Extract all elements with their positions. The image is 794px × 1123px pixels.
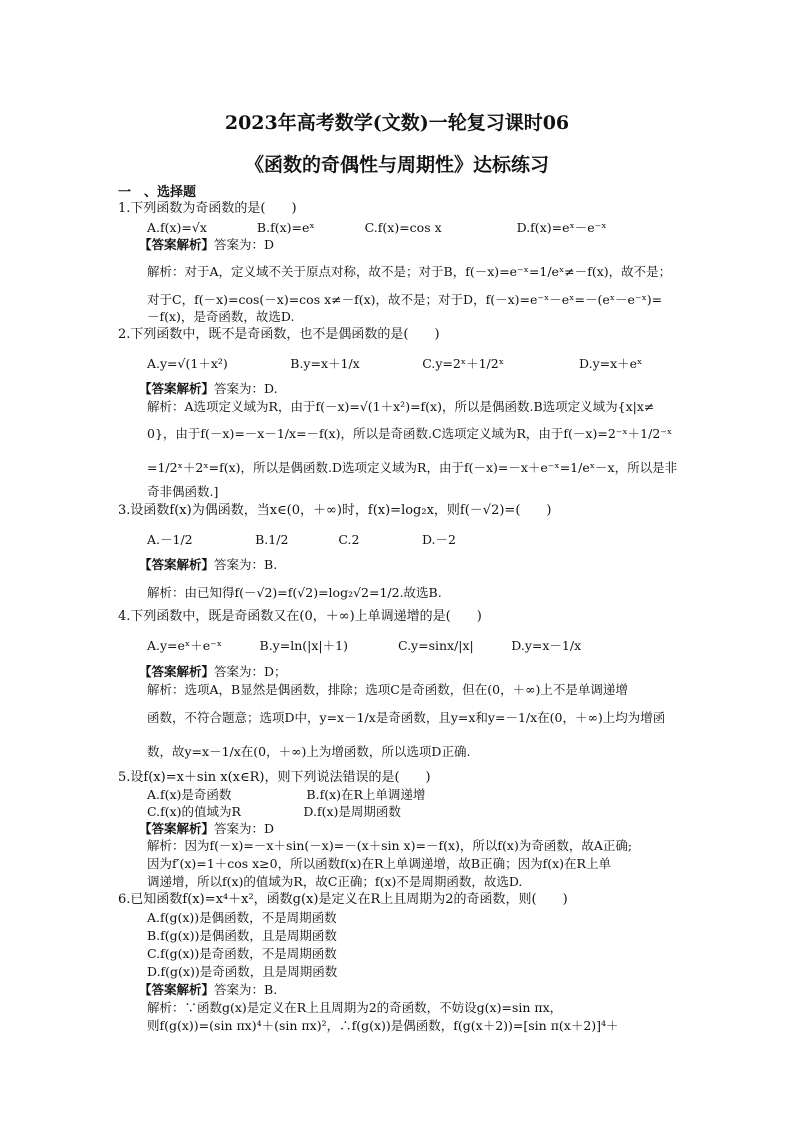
text-line: A.f(x)是奇函数 B.f(x)在R上单调递增 [147, 787, 426, 802]
text-line: 数，故y=x－1/x在(0，＋∞)上为增函数，所以选项D正确. [147, 744, 471, 759]
document-title: 2023年高考数学(文数)一轮复习课时06 [224, 112, 570, 134]
text-line: C.f(x)的值域为R D.f(x)是周期函数 [147, 804, 401, 819]
answer-line [139, 237, 274, 253]
answer-tag: 【答案解析】 [139, 664, 215, 679]
text-line: D.f(g(x))是奇函数，且是周期函数 [147, 964, 338, 979]
text-line: A.f(g(x))是偶函数，不是周期函数 [147, 910, 337, 925]
question-line: 3.设函数f(x)为偶函数，当x∈(0，＋∞)时，f(x)=log₂x，则f(－√2)=( ) [118, 503, 552, 518]
text-line: 解析：由已知得f(－√2)=f(√2)=log₂√2=1/2.故选B. [147, 585, 442, 600]
answer-text: 答案为：B. [214, 982, 278, 997]
question-line: 6.已知函数f(x)=x⁴＋x²，函数g(x)是定义在R上且周期为2的奇函数，则( ) [118, 892, 568, 907]
answer-text: 答案为：D [214, 821, 275, 836]
question-line: 2.下列函数中，既不是奇函数，也不是偶函数的是( ) [118, 327, 440, 342]
answer-tag: 【答案解析】 [139, 237, 215, 252]
answer-text: 答案为：D. [214, 381, 278, 396]
answer-text: 答案为：D； [214, 664, 287, 679]
answer-text: 答案为：B. [214, 557, 278, 572]
answer-tag: 【答案解析】 [139, 821, 215, 836]
text-line: 解析：A选项定义域为R，由于f(－x)=√(1＋x²)=f(x)，所以是偶函数.B选项定义域为{x|x≠ [147, 399, 655, 414]
question-line: 4.下列函数中，既是奇函数又在(0，＋∞)上单调递增的是( ) [118, 609, 482, 624]
answer-line [139, 557, 277, 573]
question-line: 5.设f(x)=x＋sin x(x∈R)，则下列说法错误的是( ) [118, 770, 431, 785]
text-line: A.y=√(1＋x²) B.y=x＋1/x C.y=2ˣ＋1/2ˣ D.y=x＋eˣ [147, 356, 643, 371]
answer-line [139, 381, 278, 397]
text-line: 对于C，f(－x)=cos(－x)=cos x≠－f(x)，故不是；对于D，f(－x)=e⁻ˣ－eˣ=－(eˣ－e⁻ˣ)= [147, 292, 663, 307]
answer-tag: 【答案解析】 [139, 982, 215, 997]
question-line: 1.下列函数为奇函数的是( ) [118, 201, 297, 216]
document-subtitle: 《函数的奇偶性与周期性》达标练习 [244, 154, 549, 176]
text-line: A.－1/2 B.1/2 C.2 D.－2 [147, 532, 456, 547]
answer-line [139, 821, 274, 837]
text-line: 函数，不符合题意；选项D中，y=x－1/x是奇函数，且y=x和y=－1/x在(0，＋∞)上均为增函 [147, 710, 666, 725]
text-line: 解析：选项A，B显然是偶函数，排除；选项C是奇函数，但在(0，＋∞)上不是单调递增 [147, 682, 628, 697]
text-line: 0}，由于f(－x)=－x－1/x=－f(x)，所以是奇函数.C选项定义域为R，由于f(－x)=2⁻ˣ＋1/2⁻ˣ [147, 426, 673, 441]
answer-tag: 【答案解析】 [139, 557, 215, 572]
text-line: B.f(g(x))是偶函数，且是周期函数 [147, 928, 337, 943]
text-line: 调递增，所以f(x)的值域为R，故C正确；f(x)不是周期函数，故选D. [147, 874, 523, 889]
text-line: 解析：因为f(－x)=－x＋sin(－x)=－(x＋sin x)=－f(x)，所以f(x)为奇函数，故A正确; [147, 838, 633, 853]
answer-line [139, 664, 287, 680]
text-line: 解析：对于A，定义域不关于原点对称，故不是；对于B，f(－x)=e⁻ˣ=1/eˣ≠－f(x)，故不是； [147, 264, 672, 279]
text-line: =1/2ˣ＋2ˣ=f(x)，所以是偶函数.D选项定义域为R，由于f(－x)=－x＋e⁻ˣ=1/eˣ－x，所以是非 [147, 460, 678, 475]
text-line: 奇非偶函数.] [147, 484, 219, 499]
answer-tag: 【答案解析】 [139, 381, 215, 396]
text-line: A.f(x)=√x B.f(x)=eˣ C.f(x)=cos x D.f(x)=eˣ－e⁻ˣ [147, 220, 607, 235]
text-line: 因为f′(x)=1＋cos x≥0，所以函数f(x)在R上单调递增，故B正确；因为f(x)在R上单 [147, 856, 611, 871]
answer-text: 答案为：D [214, 237, 275, 252]
section-heading: 一 、选择题 [118, 185, 197, 200]
text-line: A.y=eˣ＋e⁻ˣ B.y=ln(|x|＋1) C.y=sinx/|x| D.y=x－1/x [147, 638, 582, 653]
text-line: －f(x)，是奇函数，故选D. [147, 309, 295, 324]
text-line: 则f(g(x))=(sin πx)⁴＋(sin πx)²，∴f(g(x))是偶函数，f(g(x＋2))=[sin π(x＋2)]⁴＋ [147, 1018, 619, 1033]
answer-line [139, 982, 277, 998]
text-line: 解析：∵函数g(x)是定义在R上且周期为2的奇函数，不妨设g(x)=sin πx， [147, 1000, 563, 1015]
text-line: C.f(g(x))是奇函数，不是周期函数 [147, 946, 337, 961]
